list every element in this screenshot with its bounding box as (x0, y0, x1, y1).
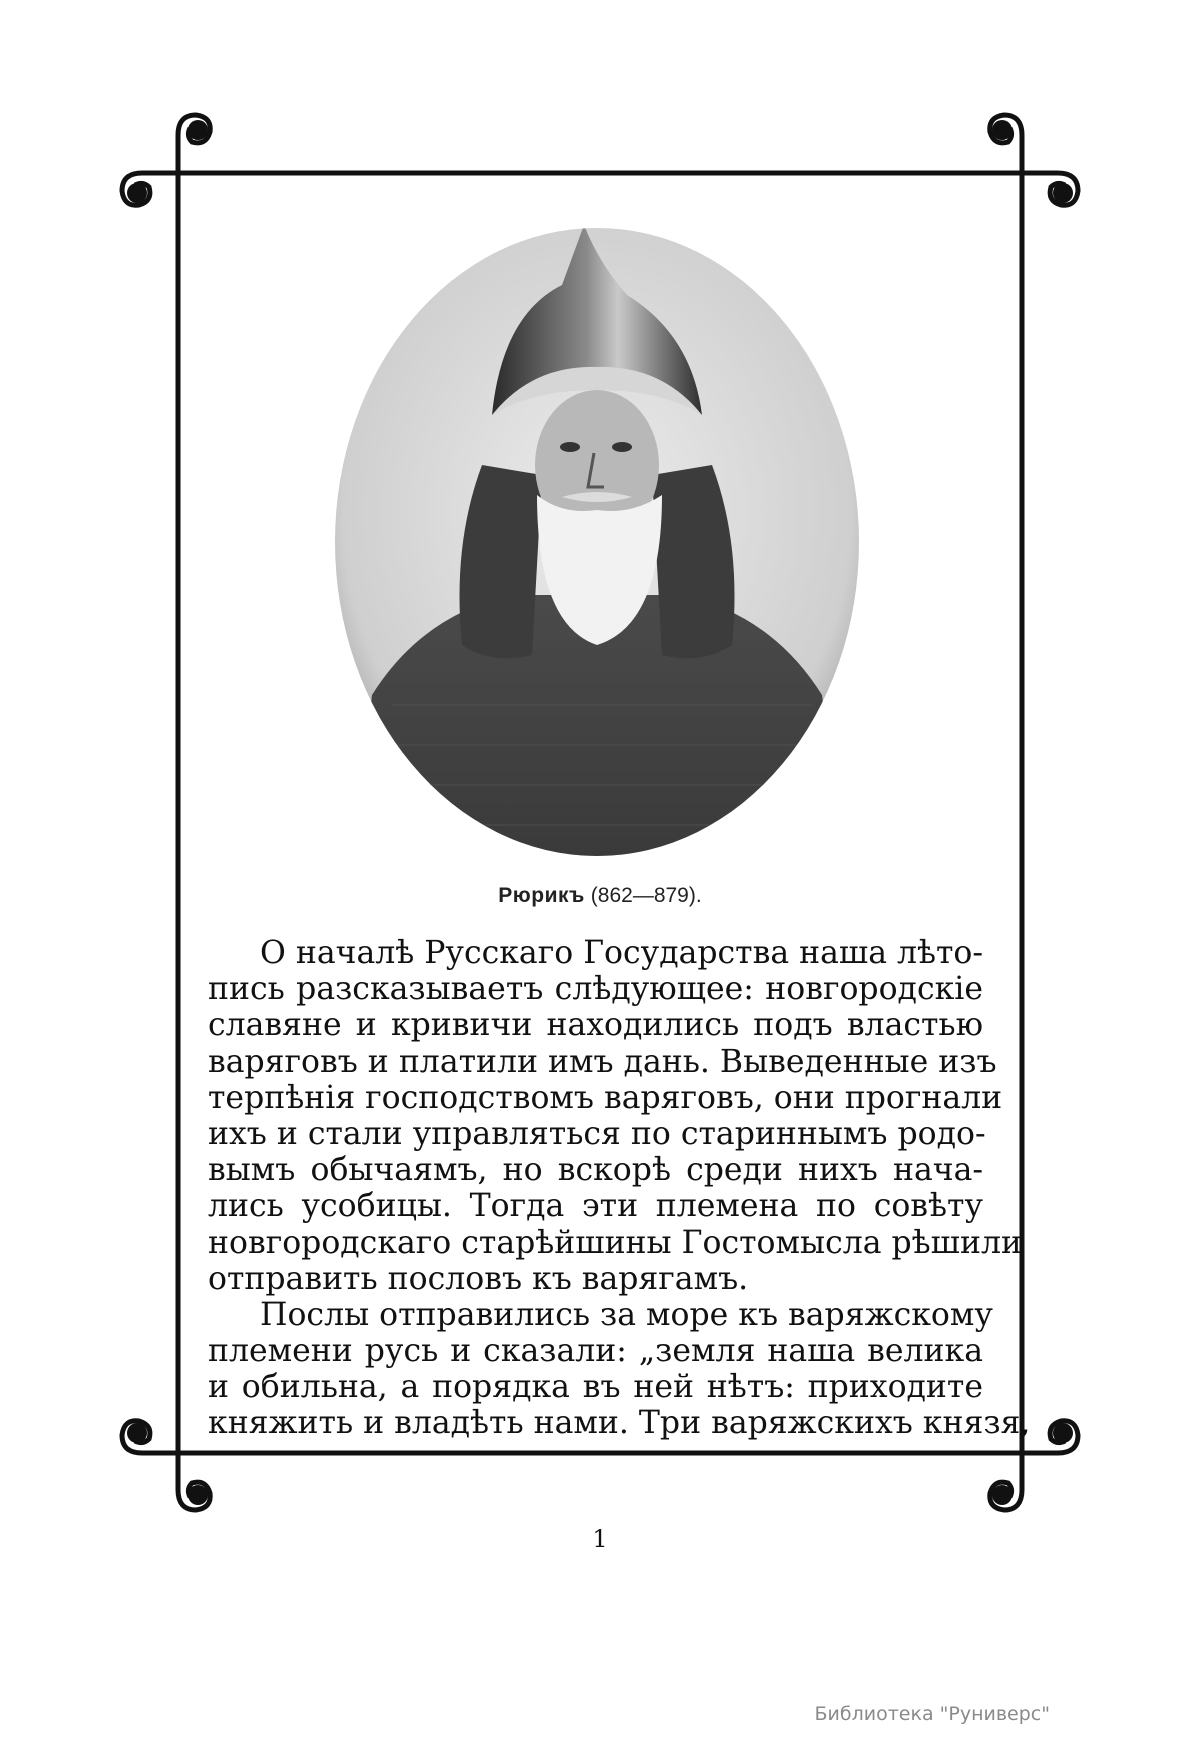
text-line: племени русь и сказали: „земля наша велика (208, 1333, 983, 1370)
text-line: Послы отправились за море къ варяжскому (260, 1296, 993, 1333)
text-line: О началѣ Русскаго Государства наша лѣто- (260, 935, 984, 971)
caption-years: (862—879). (590, 884, 702, 907)
text-line: новгородскаго старѣйшины Гостомысла рѣшили (208, 1224, 1022, 1261)
body-text (208, 935, 1031, 1442)
text-line: вымъ обычаямъ, но вскорѣ среди нихъ нача- (208, 1152, 983, 1189)
text-line: отправить пословъ къ варягамъ. (208, 1260, 749, 1297)
text-line: ихъ и стали управляться по стариннымъ родо- (208, 1115, 986, 1152)
text-line: княжить и владѣть нами. Три варяжскихъ князя, (208, 1405, 1031, 1442)
page-number: 1 (592, 1525, 608, 1553)
text-line: лись усобицы. Тогда эти племена по совѣту (208, 1188, 983, 1225)
text-line: варяговъ и платили имъ дань. Выведенные изъ (208, 1043, 997, 1080)
text-line: и обильна, а порядка въ ней нѣтъ: приходите (208, 1369, 983, 1406)
library-watermark: Библиотека "Руниверс" (814, 1703, 1050, 1725)
portrait-caption (0, 883, 1200, 908)
caption-name: Рюрикъ (498, 884, 585, 907)
text-line: терпѣнія господствомъ варяговъ, они прогнали (208, 1079, 1003, 1116)
text-line: пись разсказываетъ слѣдующее: новгородскіе (208, 971, 983, 1008)
text-line: славяне и кривичи находились подъ властью (208, 1007, 983, 1044)
portrait-engraving-rurik (332, 225, 862, 860)
